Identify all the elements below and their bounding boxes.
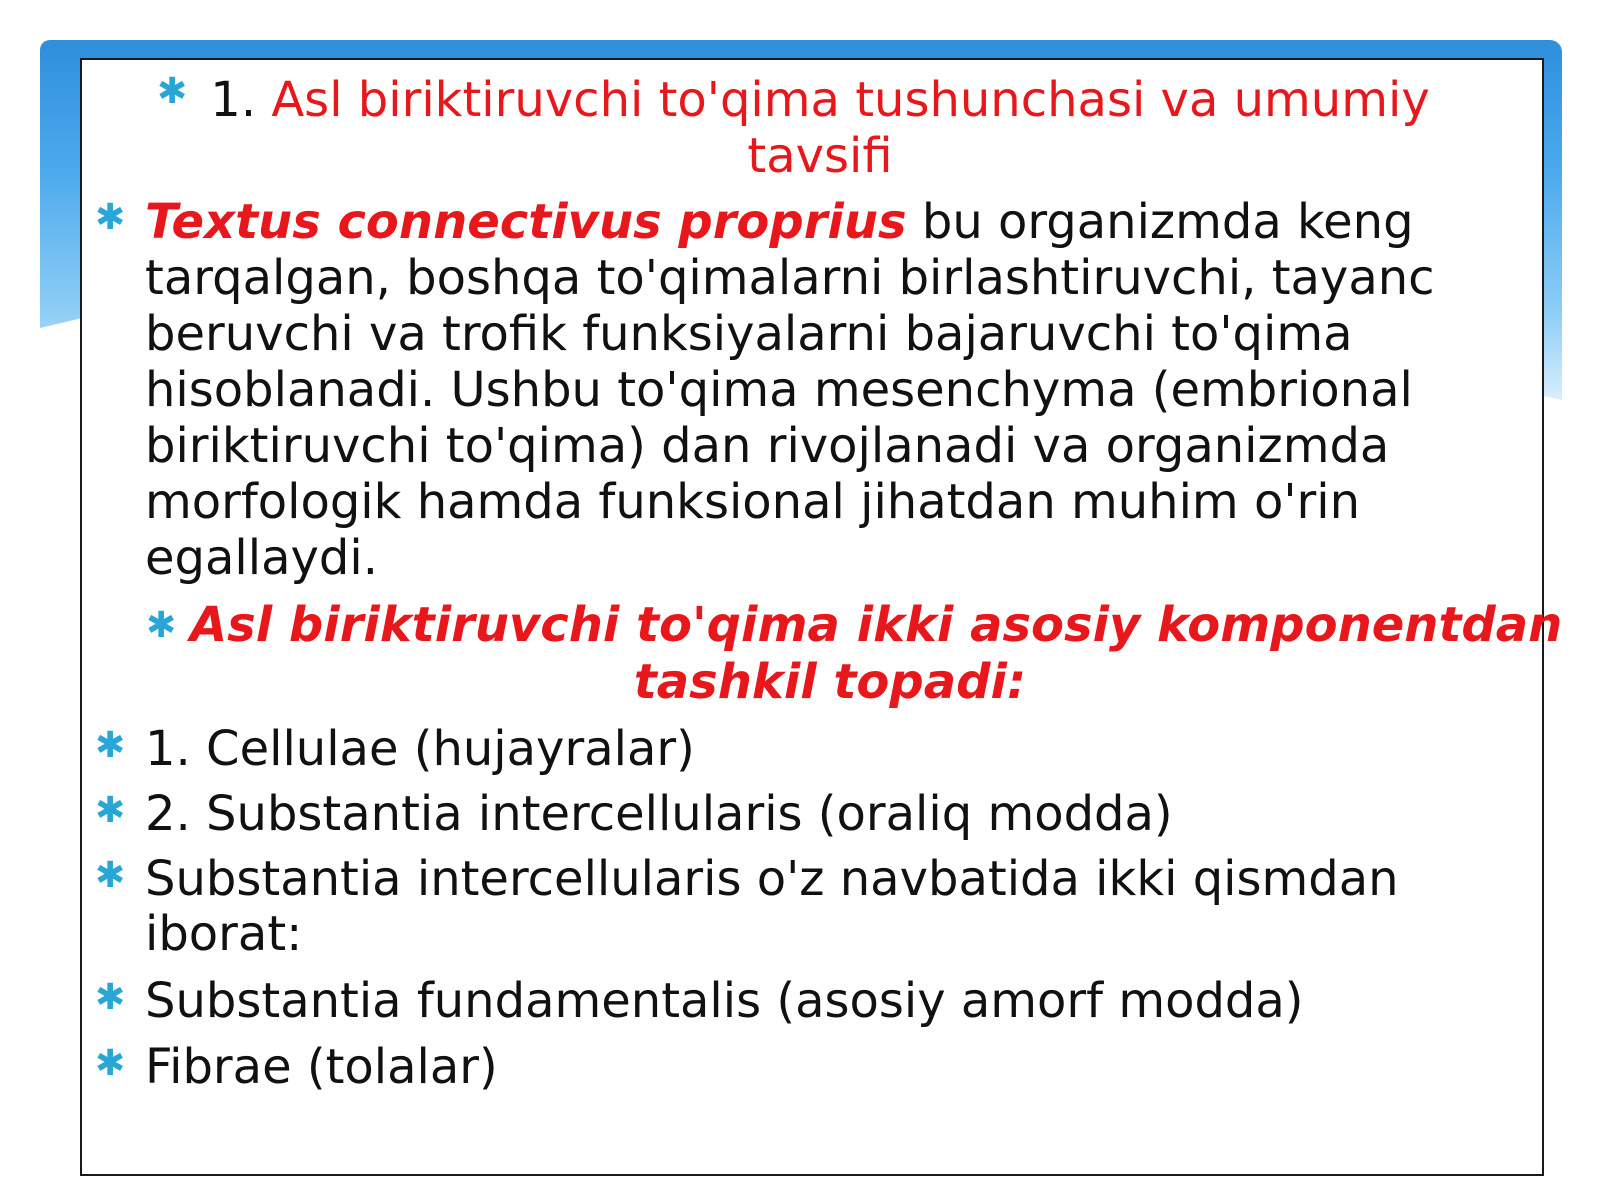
definition-line: tarqalgan, boshqa to'qimalarni birlashtiruvchi, tayanc: [145, 250, 1435, 306]
list-item: 2. Substantia intercellularis (oraliq modda): [145, 786, 1173, 842]
asterisk-icon: ✱: [95, 725, 126, 766]
definition-line: biriktiruvchi to'qima) dan rivojlanadi va organizmda: [145, 418, 1390, 474]
subheading-line-2: tashkil topadi:: [633, 654, 1027, 710]
asterisk-icon: ✱: [146, 605, 177, 646]
definition-line: egallaydi.: [145, 530, 378, 586]
definition-line-1: [145, 194, 1414, 251]
asterisk-icon: ✱: [157, 71, 188, 112]
list-item: Substantia intercellularis o'z navbatida ikki qismdan: [145, 851, 1399, 907]
asterisk-icon: ✱: [95, 855, 126, 896]
list-item: Fibrae (tolalar): [145, 1039, 498, 1095]
asterisk-icon: ✱: [95, 1043, 126, 1084]
slide-title-line-2: tavsifi: [747, 128, 893, 184]
definition-line: beruvchi va trofik funksiyalarni bajaruvchi to'qima: [145, 306, 1353, 362]
title-text: Asl biriktiruvchi to'qima tushunchasi va umumiy: [271, 72, 1430, 128]
asterisk-icon: ✱: [95, 977, 126, 1018]
list-item: Substantia fundamentalis (asosiy amorf modda): [145, 973, 1304, 1029]
definition-line: hisoblanadi. Ushbu to'qima mesenchyma (embrional: [145, 362, 1413, 418]
subheading-line-1: Asl biriktiruvchi to'qima ikki asosiy komponentdan: [190, 597, 1563, 653]
list-item: 1. Cellulae (hujayralar): [145, 721, 695, 777]
list-item-continuation: iborat:: [145, 906, 303, 962]
title-number: 1.: [210, 72, 257, 128]
definition-line: morfologik hamda funksional jihatdan muhim o'rin: [145, 474, 1360, 530]
asterisk-icon: ✱: [95, 790, 126, 831]
definition-line-1-rest: bu organizmda keng: [906, 194, 1414, 250]
slide-title-line-1: [200, 72, 1440, 129]
asterisk-icon: ✱: [95, 197, 126, 238]
definition-term: Textus connectivus proprius: [145, 194, 907, 250]
